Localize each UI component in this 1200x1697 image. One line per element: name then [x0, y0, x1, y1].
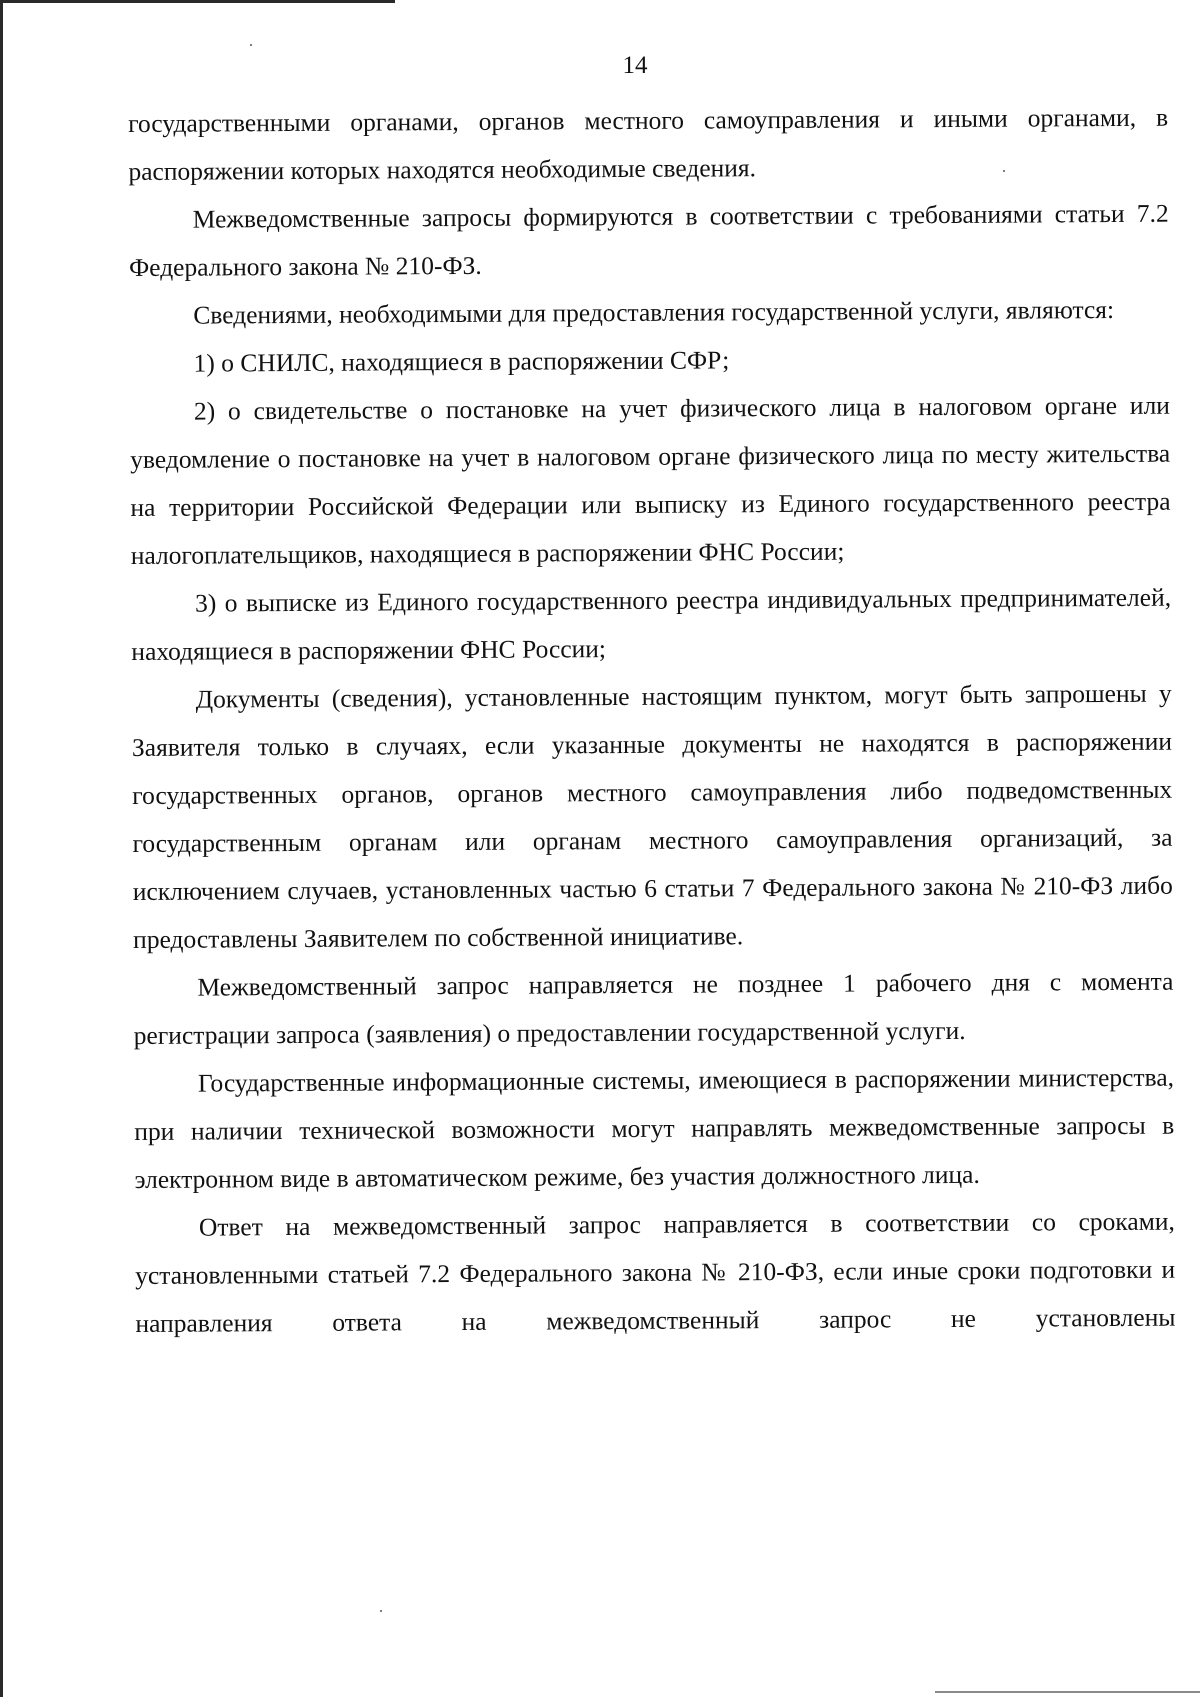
paragraph-7: Документы (сведения), установленные настоящим пунктом, могут быть запрошены у Заявителя только в случаях, если указанные документы не находятся в распоряжении государственных органов, органов местного самоуправления либо подведомственных государственным органам или органам местного самоуправления организаций, за исключением случаев, установленных частью 6 статьи 7 Федерального закона № 210-ФЗ либо предоставлены Заявителем по собственной инициативе.	[131, 678, 1173, 954]
paragraph-8: Межведомственный запрос направляется не позднее 1 рабочего дня с момента регистрации запроса (заявления) о предоставлении государственной услуги.	[133, 966, 1174, 1050]
scan-speck	[250, 44, 252, 46]
page-number: 14	[622, 52, 648, 79]
paragraph-5: 2) о свидетельстве о постановке на учет физического лица в налоговом органе или уведомление о постановке на учет в налоговом органе физического лица по месту жительства на территории Российской Федерации или выписку из Единого государственного реестра налогоплательщиков, находящиеся в распоряжении ФНС России;	[130, 390, 1171, 570]
paragraph-2: Межведомственные запросы формируются в соответствии с требованиями статьи 7.2 Федерального закона № 210-ФЗ.	[128, 198, 1169, 282]
paragraph-1: государственными органами, органов местного самоуправления и иными органами, в распоряжении которых находятся необходимые сведения.	[128, 102, 1169, 186]
paragraph-9: Государственные информационные системы, имеющиеся в распоряжении министерства, при наличии технической возможности могут направлять межведомственные запросы в электронном виде в автоматическом режиме, без участия должностного лица.	[134, 1062, 1175, 1194]
scan-speck	[380, 1610, 382, 1612]
document-body	[128, 94, 1176, 1348]
scan-edge-left	[0, 0, 3, 1697]
paragraph-10: Ответ на межведомственный запрос направляется в соответствии со сроками, установленными статьей 7.2 Федерального закона № 210-ФЗ, если иные сроки подготовки и направления ответа на межведомственный запрос не установлены	[135, 1206, 1176, 1338]
scan-edge-top	[0, 0, 395, 3]
paragraph-6: 3) о выписке из Единого государственного реестра индивидуальных предпринимателей, находящиеся в распоряжении ФНС России;	[131, 582, 1172, 666]
paragraph-3: Сведениями, необходимыми для предоставления государственной услуги, являются:	[193, 294, 1115, 330]
paragraph-4: 1) о СНИЛС, находящиеся в распоряжении СФР;	[193, 345, 730, 378]
scan-edge-bottom	[935, 1691, 1200, 1693]
